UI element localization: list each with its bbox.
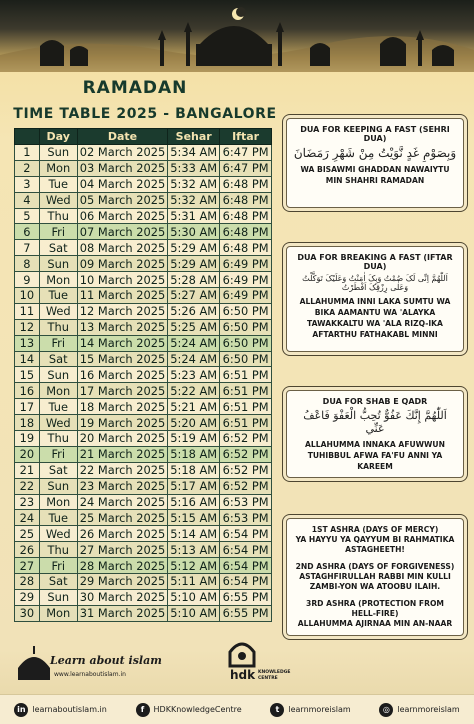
cell-sehar: 5:15 AM <box>168 510 220 526</box>
cell-number: 24 <box>15 510 40 526</box>
footer-linkedin-label: learnaboutislam.in <box>32 705 107 714</box>
cell-date: 26 March 2025 <box>77 526 167 542</box>
footer-linkedin[interactable] <box>14 703 107 717</box>
cell-date: 24 March 2025 <box>77 494 167 510</box>
cell-day: Tue <box>39 510 77 526</box>
table-row <box>15 589 272 605</box>
cell-date: 04 March 2025 <box>77 176 167 192</box>
table-row <box>15 160 272 176</box>
cell-number: 17 <box>15 399 40 415</box>
table-row <box>15 288 272 304</box>
cell-iftar: 6:53 PM <box>220 494 272 510</box>
footer-instagram[interactable] <box>379 703 459 717</box>
cell-number: 9 <box>15 272 40 288</box>
cell-iftar: 6:52 PM <box>220 478 272 494</box>
cell-sehar: 5:12 AM <box>168 558 220 574</box>
table-row <box>15 431 272 447</box>
cell-date: 27 March 2025 <box>77 542 167 558</box>
cell-number: 3 <box>15 176 40 192</box>
cell-number: 21 <box>15 462 40 478</box>
table-row <box>15 335 272 351</box>
cell-iftar: 6:52 PM <box>220 431 272 447</box>
col-header-sehar: Sehar <box>168 129 220 145</box>
cell-date: 10 March 2025 <box>77 272 167 288</box>
cell-date: 14 March 2025 <box>77 335 167 351</box>
instagram-icon: ◎ <box>379 703 393 717</box>
cell-iftar: 6:54 PM <box>220 558 272 574</box>
cell-day: Fri <box>39 558 77 574</box>
hdk-emblem-icon <box>228 638 256 668</box>
cell-number: 5 <box>15 208 40 224</box>
cell-sehar: 5:24 AM <box>168 335 220 351</box>
cell-date: 13 March 2025 <box>77 319 167 335</box>
cell-day: Thu <box>39 208 77 224</box>
cell-day: Wed <box>39 526 77 542</box>
cell-day: Sat <box>39 240 77 256</box>
cell-day: Sat <box>39 351 77 367</box>
cell-iftar: 6:51 PM <box>220 367 272 383</box>
ramadan-timetable <box>14 128 272 622</box>
table-row <box>15 351 272 367</box>
cell-sehar: 5:32 AM <box>168 192 220 208</box>
cell-sehar: 5:18 AM <box>168 446 220 462</box>
cell-sehar: 5:29 AM <box>168 240 220 256</box>
cell-date: 11 March 2025 <box>77 288 167 304</box>
cell-day: Sun <box>39 478 77 494</box>
cell-number: 15 <box>15 367 40 383</box>
cell-number: 29 <box>15 589 40 605</box>
cell-number: 20 <box>15 446 40 462</box>
table-row <box>15 272 272 288</box>
table-row <box>15 462 272 478</box>
learn-about-islam-text: Learn about islam <box>50 654 162 667</box>
cell-sehar: 5:18 AM <box>168 462 220 478</box>
cell-iftar: 6:50 PM <box>220 351 272 367</box>
table-body <box>15 145 272 622</box>
cell-day: Tue <box>39 176 77 192</box>
ashra-2-body: ASTAGHFIRULLAH RABBI MIN KULLI ZAMBI-YON WA ATOOBU ILAIH. <box>299 572 451 591</box>
cell-number: 13 <box>15 335 40 351</box>
cell-date: 25 March 2025 <box>77 510 167 526</box>
cell-sehar: 5:23 AM <box>168 367 220 383</box>
cell-date: 23 March 2025 <box>77 478 167 494</box>
page-subtitle: TIME TABLE 2025 - BANGALORE <box>13 106 277 122</box>
cell-iftar: 6:50 PM <box>220 303 272 319</box>
cell-number: 18 <box>15 415 40 431</box>
cell-iftar: 6:49 PM <box>220 288 272 304</box>
cell-day: Tue <box>39 399 77 415</box>
cell-sehar: 5:25 AM <box>168 319 220 335</box>
cell-sehar: 5:32 AM <box>168 176 220 192</box>
cell-day: Fri <box>39 224 77 240</box>
twitter-icon: t <box>270 703 284 717</box>
cell-day: Fri <box>39 335 77 351</box>
cell-date: 08 March 2025 <box>77 240 167 256</box>
cell-iftar: 6:54 PM <box>220 542 272 558</box>
cell-iftar: 6:52 PM <box>220 446 272 462</box>
mosque-dome-icon <box>14 646 54 682</box>
table-row <box>15 303 272 319</box>
hdk-text: hdk <box>230 668 256 682</box>
cell-number: 16 <box>15 383 40 399</box>
cell-sehar: 5:20 AM <box>168 415 220 431</box>
cell-day: Thu <box>39 319 77 335</box>
cell-number: 26 <box>15 542 40 558</box>
social-footer <box>0 694 474 724</box>
cell-day: Sun <box>39 256 77 272</box>
cell-iftar: 6:48 PM <box>220 240 272 256</box>
mosque-skyline-illustration <box>0 0 474 72</box>
page-title: RAMADAN <box>82 78 188 98</box>
cell-number: 19 <box>15 431 40 447</box>
cell-sehar: 5:11 AM <box>168 574 220 590</box>
cell-iftar: 6:53 PM <box>220 510 272 526</box>
table-row <box>15 319 272 335</box>
cell-iftar: 6:55 PM <box>220 589 272 605</box>
ashra-1-heading: 1ST ASHRA (DAYS OF MERCY) <box>311 525 439 534</box>
cell-day: Mon <box>39 272 77 288</box>
cell-day: Sun <box>39 589 77 605</box>
cell-number: 27 <box>15 558 40 574</box>
cell-date: 21 March 2025 <box>77 446 167 462</box>
cell-day: Mon <box>39 383 77 399</box>
table-row <box>15 526 272 542</box>
shab-e-qadr-dua-arabic: اَللّٰهُمَّ إِنَّكَ عَفُوٌّ تُحِبُّ الْعَفْوَ فَاعْفُ عَنِّي <box>303 409 447 435</box>
cell-iftar: 6:48 PM <box>220 192 272 208</box>
cell-iftar: 6:52 PM <box>220 462 272 478</box>
cell-sehar: 5:33 AM <box>168 160 220 176</box>
cell-iftar: 6:49 PM <box>220 256 272 272</box>
cell-iftar: 6:48 PM <box>220 208 272 224</box>
cell-sehar: 5:16 AM <box>168 494 220 510</box>
table-row <box>15 383 272 399</box>
col-header-number <box>15 129 40 145</box>
iftar-dua-arabic: اَللّٰهُمَّ اِنِّی لَکَ صُمْتُ وَبِکَ اٰمَنْتُ وَعَلَیْکَ تَوَکَّلْتُ وَعَلٰی رِزْقِکَ اَفْطَرْتُ <box>302 274 448 292</box>
col-header-iftar: Iftar <box>220 129 272 145</box>
table-row <box>15 574 272 590</box>
sehri-dua-card <box>286 118 464 208</box>
cell-sehar: 5:26 AM <box>168 303 220 319</box>
cell-day: Thu <box>39 542 77 558</box>
cell-day: Sun <box>39 145 77 161</box>
logos-area <box>0 638 474 690</box>
ashra-dua-card <box>286 518 464 636</box>
cell-sehar: 5:10 AM <box>168 589 220 605</box>
footer-twitter[interactable] <box>270 703 350 717</box>
table-row <box>15 145 272 161</box>
hdk-subtext: KNOWLEDGE CENTRE <box>258 670 291 681</box>
ashra-1-body: YA HAYYU YA QAYYUM BI RAHMATIKA ASTAGHEETH! <box>295 535 455 554</box>
table-row <box>15 494 272 510</box>
cell-day: Mon <box>39 160 77 176</box>
table-row <box>15 446 272 462</box>
cell-number: 2 <box>15 160 40 176</box>
cell-number: 22 <box>15 478 40 494</box>
cell-date: 07 March 2025 <box>77 224 167 240</box>
cell-day: Fri <box>39 446 77 462</box>
cell-sehar: 5:19 AM <box>168 431 220 447</box>
table-row <box>15 192 272 208</box>
table-row <box>15 208 272 224</box>
cell-sehar: 5:13 AM <box>168 542 220 558</box>
col-header-date: Date <box>77 129 167 145</box>
table-row <box>15 558 272 574</box>
facebook-icon: f <box>136 703 150 717</box>
cell-iftar: 6:55 PM <box>220 605 272 621</box>
cell-day: Mon <box>39 605 77 621</box>
cell-day: Sat <box>39 574 77 590</box>
cell-date: 05 March 2025 <box>77 192 167 208</box>
sehri-dua-title: DUA FOR KEEPING A FAST (SEHRI DUA) <box>300 125 450 143</box>
cell-sehar: 5:34 AM <box>168 145 220 161</box>
cell-date: 15 March 2025 <box>77 351 167 367</box>
cell-number: 14 <box>15 351 40 367</box>
table-row <box>15 256 272 272</box>
table-row <box>15 224 272 240</box>
cell-number: 11 <box>15 303 40 319</box>
cell-sehar: 5:17 AM <box>168 478 220 494</box>
cell-sehar: 5:21 AM <box>168 399 220 415</box>
ashra-3-heading: 3RD ASHRA (PROTECTION FROM HELL-FIRE) <box>306 599 444 618</box>
sehri-dua-arabic: وَبِصَوْمِ غَدٍ نَّوَيْتُ مِنْ شَهْرِ رَمَضَانَ <box>293 146 457 160</box>
cell-day: Wed <box>39 192 77 208</box>
cell-date: 22 March 2025 <box>77 462 167 478</box>
table-header-row <box>15 129 272 145</box>
footer-facebook[interactable] <box>136 703 242 717</box>
cell-number: 10 <box>15 288 40 304</box>
shab-e-qadr-dua-title: DUA FOR SHAB E QADR <box>322 397 428 406</box>
cell-day: Wed <box>39 415 77 431</box>
cell-number: 8 <box>15 256 40 272</box>
learn-about-islam-url: www.learnaboutislam.in <box>54 671 126 678</box>
cell-number: 30 <box>15 605 40 621</box>
cell-date: 06 March 2025 <box>77 208 167 224</box>
col-header-day: Day <box>39 129 77 145</box>
table-row <box>15 605 272 621</box>
cell-day: Tue <box>39 288 77 304</box>
cell-sehar: 5:30 AM <box>168 224 220 240</box>
cell-date: 18 March 2025 <box>77 399 167 415</box>
cell-sehar: 5:27 AM <box>168 288 220 304</box>
cell-iftar: 6:54 PM <box>220 526 272 542</box>
cell-sehar: 5:31 AM <box>168 208 220 224</box>
cell-sehar: 5:28 AM <box>168 272 220 288</box>
shab-e-qadr-dua-transliteration: ALLAHUMMA INNAKA AFUWWUN TUHIBBUL AFWA FA'FU ANNI YA KAREEM <box>305 440 445 471</box>
table-row <box>15 367 272 383</box>
cell-day: Mon <box>39 494 77 510</box>
cell-day: Sun <box>39 367 77 383</box>
iftar-dua-title: DUA FOR BREAKING A FAST (IFTAR DUA) <box>297 253 453 271</box>
cell-sehar: 5:22 AM <box>168 383 220 399</box>
cell-day: Thu <box>39 431 77 447</box>
cell-date: 16 March 2025 <box>77 367 167 383</box>
header-banner <box>0 0 474 72</box>
cell-day: Sat <box>39 462 77 478</box>
cell-date: 30 March 2025 <box>77 589 167 605</box>
cell-date: 12 March 2025 <box>77 303 167 319</box>
cell-date: 02 March 2025 <box>77 145 167 161</box>
cell-iftar: 6:50 PM <box>220 335 272 351</box>
cell-iftar: 6:47 PM <box>220 145 272 161</box>
footer-instagram-label: learnmoreislam <box>397 705 460 714</box>
hdk-knowledge-centre-logo <box>228 638 291 688</box>
footer-twitter-label: learnmoreislam <box>288 705 351 714</box>
table-row <box>15 176 272 192</box>
cell-iftar: 6:51 PM <box>220 383 272 399</box>
cell-number: 6 <box>15 224 40 240</box>
cell-number: 12 <box>15 319 40 335</box>
cell-number: 1 <box>15 145 40 161</box>
ashra-3-body: ALLAHUMMA AJIRNAA MIN AN-NAAR <box>297 619 453 628</box>
cell-date: 03 March 2025 <box>77 160 167 176</box>
cell-number: 4 <box>15 192 40 208</box>
cell-sehar: 5:10 AM <box>168 605 220 621</box>
cell-sehar: 5:24 AM <box>168 351 220 367</box>
cell-date: 19 March 2025 <box>77 415 167 431</box>
table-row <box>15 510 272 526</box>
table-row <box>15 478 272 494</box>
cell-iftar: 6:48 PM <box>220 224 272 240</box>
cell-iftar: 6:48 PM <box>220 176 272 192</box>
cell-date: 29 March 2025 <box>77 574 167 590</box>
learn-about-islam-logo <box>14 644 162 688</box>
sehri-dua-transliteration: WA BISAWMI GHADDAN NAWAIYTU MIN SHAHRI RAMADAN <box>300 165 450 185</box>
cell-iftar: 6:54 PM <box>220 574 272 590</box>
shab-e-qadr-dua-card <box>286 390 464 478</box>
cell-number: 23 <box>15 494 40 510</box>
cell-date: 09 March 2025 <box>77 256 167 272</box>
cell-date: 17 March 2025 <box>77 383 167 399</box>
cell-iftar: 6:49 PM <box>220 272 272 288</box>
table-row <box>15 542 272 558</box>
footer-facebook-label: HDKKnowledgeCentre <box>153 705 242 714</box>
cell-sehar: 5:29 AM <box>168 256 220 272</box>
cell-date: 28 March 2025 <box>77 558 167 574</box>
cell-day: Wed <box>39 303 77 319</box>
ashra-2-heading: 2ND ASHRA (DAYS OF FORGIVENESS) <box>295 562 455 571</box>
cell-iftar: 6:50 PM <box>220 319 272 335</box>
cell-iftar: 6:51 PM <box>220 399 272 415</box>
cell-sehar: 5:14 AM <box>168 526 220 542</box>
iftar-dua-card <box>286 246 464 352</box>
table-row <box>15 240 272 256</box>
iftar-dua-transliteration: ALLAHUMMA INNI LAKA SUMTU WA BIKA AAMANTU WA 'ALAYKA TAWAKKALTU WA 'ALA RIZQ-IKA AFTARTHU FATHAKABL MINNI <box>299 297 451 339</box>
cell-number: 7 <box>15 240 40 256</box>
cell-number: 28 <box>15 574 40 590</box>
cell-iftar: 6:47 PM <box>220 160 272 176</box>
cell-iftar: 6:51 PM <box>220 415 272 431</box>
cell-date: 31 March 2025 <box>77 605 167 621</box>
table-row <box>15 399 272 415</box>
cell-date: 20 March 2025 <box>77 431 167 447</box>
linkedin-icon: in <box>14 703 28 717</box>
table-row <box>15 415 272 431</box>
cell-number: 25 <box>15 526 40 542</box>
